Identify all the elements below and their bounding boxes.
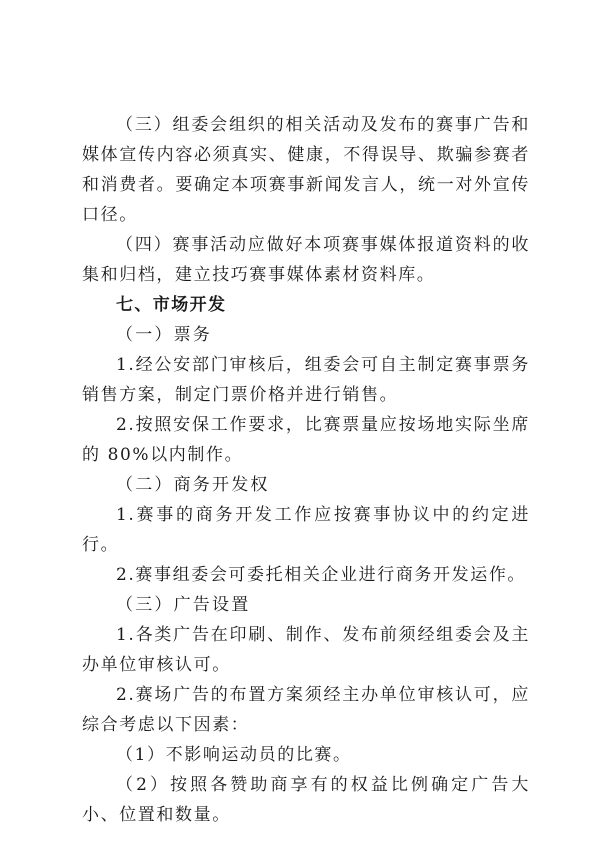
subheading-commercial-rights: （二）商务开发权 [116,475,270,495]
paragraph-commercial-delegation: 2.赛事组委会可委托相关企业进行商务开发运作。 [116,565,527,585]
paragraph-ad-approval: 1.各类广告在印刷、制作、发布前须经组委会及主办单位审核认可。 [82,625,530,675]
section-heading-market-development: 七、市场开发 [116,295,227,315]
paragraph-media-archive: （四）赛事活动应做好本项赛事媒体报道资料的收集和归档，建立技巧赛事媒体素材资料库。 [82,235,530,285]
subheading-advertising: （三）广告设置 [116,595,251,615]
paragraph-media-truthfulness: （三）组委会组织的相关活动及发布的赛事广告和媒体宣传内容必须真实、健康，不得误导、欺骗参赛者和消费者。要确定本项赛事新闻发言人，统一对外宣传口径。 [82,115,530,225]
list-item-athletes: （1）不影响运动员的比赛。 [116,745,352,765]
paragraph-ad-layout: 2.赛场广告的布置方案须经主办单位审核认可，应综合考虑以下因素： [82,685,530,735]
paragraph-commercial-agreement: 1.赛事的商务开发工作应按赛事协议中的约定进行。 [82,505,530,555]
paragraph-ticket-quantity: 2.按照安保工作要求，比赛票量应按场地实际坐席的 80%以内制作。 [82,415,530,465]
list-item-sponsors: （2）按照各赞助商享有的权益比例确定广告大小、位置和数量。 [82,775,530,825]
paragraph-ticket-sales: 1.经公安部门审核后，组委会可自主制定赛事票务销售方案，制定门票价格并进行销售。 [82,355,530,405]
subheading-ticketing: （一）票务 [116,325,212,345]
